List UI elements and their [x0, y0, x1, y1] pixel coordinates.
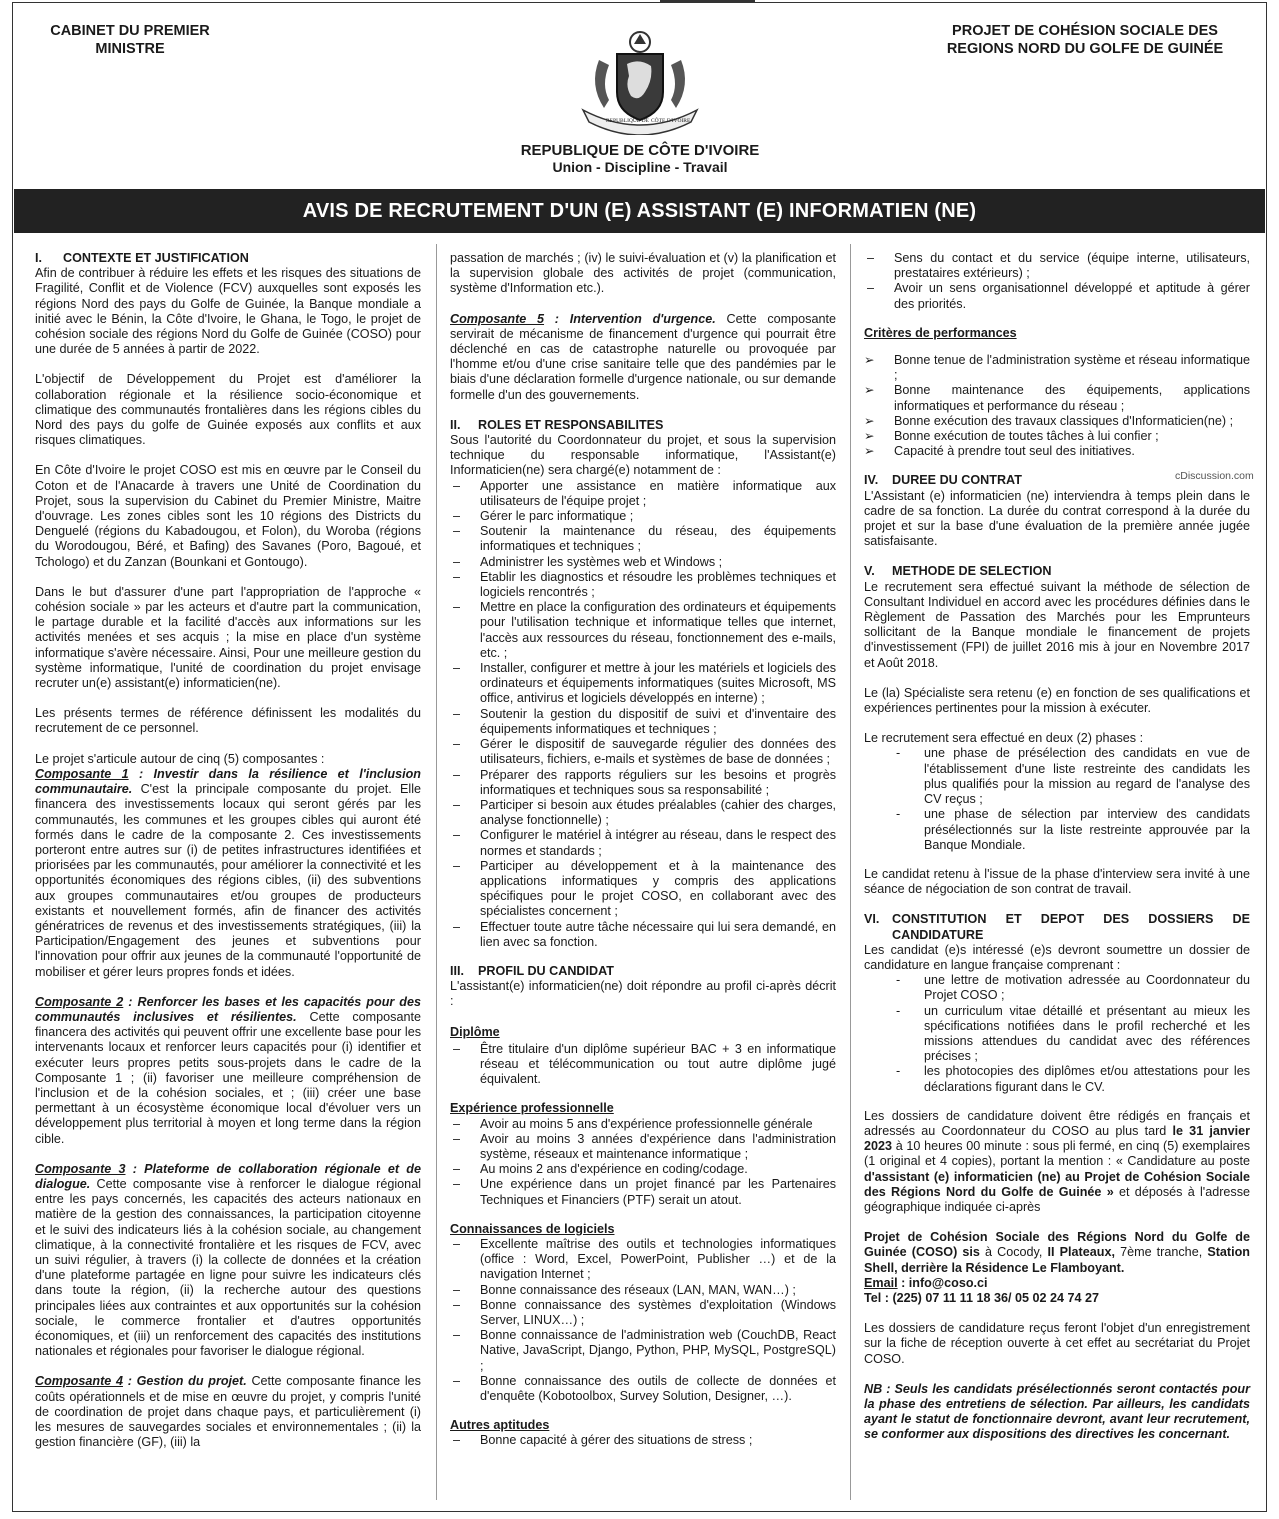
- list-item: – Soutenir la gestion du dispositif de suivi et d'inventaire des équipements informatiques et techniques ;: [450, 707, 836, 737]
- component-3: Composante 3 : Plateforme de collaboration régionale et de dialogue. Cette composante vise à renforcer le dialogue régional entre les pays concernés, les capacités des acteurs nationaux en matière de la gestion des connaissances, la participation citoyenne et le suivi des indicateurs liés à la cohésion sociale, au changement climatique, à la connectivité frontalière et les risques de FCV, avec un suivi régulier, à travers (i) la collecte de données et la création d'une plateforme partagée en ligne pour suivre les indicateurs clés dans toute la région, (ii) la recherche autour des questions principales liées aux contraintes et aux opportunités sur la cohésion sociale, le commerce frontalier et d'autres opportunités économiques, et (iii) un renforcement des capacités des institutions nationales et régionales pour favoriser le dialogue régional.: [35, 1161, 421, 1359]
- paragraph: Sous l'autorité du Coordonnateur du projet, et sous la supervision technique du responsable informatique, l'Assistant(e) Informaticien(ne) sera chargé(e) notamment de :: [450, 433, 836, 478]
- column-2: [450, 251, 836, 1463]
- aptitudes-list: [450, 1433, 836, 1448]
- paragraph: Le recrutement sera effectué suivant la méthode de sélection de Consultant Individuel en accord avec les procédures définies dans le Règlement de Passation des Marchés pour les Emprunteurs sollicitant de la Banque mondiale le financement de projets d'investissement (FPI) de juillet 2016 mis à jour en Novembre 2017 et Août 2018.: [864, 579, 1250, 670]
- list-item: – Administrer les systèmes web et Windows ;: [450, 555, 836, 570]
- diploma-list: [450, 1042, 836, 1088]
- list-item: - un curriculum vitae détaillé et présentant au mieux les spécifications notifiées dans le profil recherché et les missions attendues du candidat avec des références précises ;: [864, 1004, 1250, 1065]
- subheading-diplome: Diplôme: [450, 1024, 500, 1039]
- experience-list: [450, 1117, 836, 1208]
- deposit-paragraph: Les dossiers de candidature doivent être rédigés en français et adressés au Coordonnateur du COSO au plus tard le 31 janvier 2023 à 10 heures 00 minute : sous pli fermé, en cinq (5) exemplaires (1 original et 4 copies), portant la mention : « Candidature au poste d'assistant (e) informaticien (ne) au Projet de Cohésion Sociale des Régions Nord du Golfe de Guinée » et déposés à l'adresse géographique indiquée ci-après: [864, 1108, 1251, 1214]
- column-3: [864, 251, 1250, 1458]
- republic-name: REPUBLIQUE DE CÔTE D'IVOIRE: [520, 142, 760, 159]
- paragraph: En Côte d'Ivoire le projet COSO est mis en œuvre par le Conseil du Coton et de l'Anacarde à travers une Unité de Coordination du Projet, sous la supervision du Cabinet du Premier Ministre, Maitre d'ouvrage. Les zones cibles sont les 10 régions des Districts du Denguelé (régions du Kabadougou, et Folon), du Woroba (régions du Worodougou, Béré, et Bafing) des Savanes (Poro, Bagoué, et Tchologo) et du Zanzan (Bounkani et Gontougo).: [35, 463, 421, 569]
- column-divider: [850, 244, 851, 1500]
- paragraph: L'assistant(e) informaticien(ne) doit répondre au profil ci-après décrit :: [450, 979, 836, 1009]
- paragraph: Le projet s'articule autour de cinq (5) composantes :: [35, 751, 325, 766]
- subheading-software: Connaissances de logiciels: [450, 1221, 615, 1236]
- list-item: ➢ Bonne maintenance des équipements, applications informatiques et performance du réseau ;: [864, 383, 1250, 413]
- list-item: – Soutenir la maintenance du réseau, des équipements informatiques et techniques ;: [450, 524, 836, 554]
- list-item: – Mettre en place la configuration des ordinateurs et équipements pour l'utilisation technique et informatique telles que internet, l'accès aux ressources du réseau, fonctionnement des e-mails, etc. ;: [450, 600, 836, 661]
- list-item: – Effectuer toute autre tâche nécessaire qui lui sera demandé, en lien avec sa fonction.: [450, 920, 836, 950]
- watermark: cDiscussion.com: [1175, 470, 1254, 482]
- list-item: – Avoir au moins 5 ans d'expérience professionnelle générale: [450, 1117, 836, 1132]
- list-item: - une phase de présélection des candidats en vue de l'établissement d'une liste restreinte des candidats les plus qualifiés pour la mission au regard de l'analyse des CV reçus ;: [864, 746, 1250, 807]
- address-block: Projet de Cohésion Sociale des Régions Nord du Golfe de Guinée (COSO) sis à Cocody, II Plateaux, 7ème tranche, Station Shell, derrière la Résidence Le Flamboyant.: [864, 1230, 1250, 1275]
- list-item: ➢ Capacité à prendre tout seul des initiatives.: [864, 444, 1250, 459]
- list-item: – Avoir au moins 3 années d'expérience dans l'administration système, réseaux et maintenance informatique ;: [450, 1132, 836, 1162]
- list-item: – Etablir les diagnostics et résoudre les problèmes techniques et logiciels rencontrés ;: [450, 570, 836, 600]
- list-item: – Préparer des rapports réguliers sur les besoins et progrès informatiques et techniques sous sa responsabilité ;: [450, 768, 836, 798]
- list-item: – Bonne connaissance des réseaux (LAN, MAN, WAN…) ;: [450, 1283, 836, 1298]
- emblem-text-left: REPUBLIQUE DE: [606, 118, 649, 124]
- list-item: – Gérer le parc informatique ;: [450, 509, 836, 524]
- header-right: PROJET DE COHÉSION SOCIALE DES REGIONS NORD DU GOLFE DE GUINÉE: [946, 23, 1224, 57]
- section-heading: I. CONTEXTE ET JUSTIFICATION: [35, 251, 249, 265]
- list-item: – Avoir un sens organisationnel développé et aptitude à gérer des priorités.: [864, 281, 1250, 311]
- paragraph: Le recrutement sera effectué en deux (2) phases :: [864, 731, 1144, 746]
- list-item: - une lettre de motivation adressée au Coordonnateur du Projet COSO ;: [864, 973, 1250, 1003]
- documents-list: [864, 973, 1250, 1095]
- paragraph: Le (la) Spécialiste sera retenu (e) en fonction de ses qualifications et expériences pertinentes pour la mission à exécuter.: [864, 685, 1250, 716]
- section-heading: IV. DUREE DU CONTRAT: [864, 473, 1022, 488]
- column-divider: [436, 244, 437, 1500]
- section-heading: V. METHODE DE SELECTION: [864, 564, 1052, 579]
- list-item: – Excellente maîtrise des outils et technologies informatiques (office : Word, Excel, PowerPoint, Publisher …) et de la navigation Internet ;: [450, 1237, 836, 1283]
- performance-list: [864, 353, 1250, 459]
- list-item: – Être titulaire d'un diplôme supérieur BAC + 3 en informatique réseau et télécommunication ou tout autre diplôme jugé équivalent.: [450, 1042, 836, 1088]
- list-item: ➢ Bonne exécution de toutes tâches à lui confier ;: [864, 429, 1250, 444]
- email-line[interactable]: Email : info@coso.ci: [864, 1275, 988, 1290]
- section-heading: II. ROLES ET RESPONSABILITES: [450, 417, 664, 432]
- component-2: Composante 2 : Renforcer les bases et les capacités pour des communautés inclusives et résilientes. Cette composante financera des activités qui peuvent offrir une excellente base pour les intervenants locaux et renforcer leurs capacités pour (i) identifier et exécuter leurs propres petits sous-projets dans le cadre de la Composante 1 ; (ii) favoriser une meilleure compréhension de l'inclusion et de la cohésion sociales, et ; (iii) créer une base permettant à un écosystème économique local d'évoluer vers un développement plus territorial à moyen et long terme dans la région cible.: [35, 994, 421, 1146]
- list-item: ➢ Bonne exécution des travaux classiques d'Informaticien(ne) ;: [864, 414, 1250, 429]
- emblem-text-right: CÔTE D'IVOIRE: [651, 118, 691, 124]
- paragraph: Le candidat retenu à l'issue de la phase d'interview sera invité à une séance de négociation de son contrat de travail.: [864, 866, 1250, 897]
- roles-list: [450, 479, 836, 950]
- paragraph: L'Assistant (e) informaticien (ne) interviendra à temps plein dans le cadre de sa fonction. La durée du contrat correspond à la durée du projet et sur la base d'une évaluation de la première année jugée satisfaisante.: [864, 488, 1250, 549]
- aptitudes-list-cont: [864, 251, 1250, 312]
- nb-note: NB : Seuls les candidats présélectionnés seront contactés pour la phase des entretiens de sélection. Par ailleurs, les candidats ayant le statut de fonctionnaire devront, avant leur recrutement, se conformer aux dispositions des directives les concernant.: [864, 1381, 1250, 1442]
- list-item: – Gérer le dispositif de sauvegarde régulier des données des utilisateurs, fichiers, e-mails et systèmes de base de données ;: [450, 737, 836, 767]
- list-item: – Configurer le matériel à intégrer au réseau, dans le respect des normes et standards ;: [450, 828, 836, 858]
- paragraph: L'objectif de Développement du Projet est d'améliorer la collaboration régionale et la résilience socio-économique et climatique des communautés frontalières dans les régions cibles du Nord des pays du golfe de Guinée exposés aux conflits et aux risques climatiques.: [35, 372, 421, 448]
- coat-of-arms-emblem: [579, 30, 701, 135]
- list-item: – Bonne connaissance de l'administration web (CouchDB, React Native, JavaScript, Django, Python, PHP, MySQL, PostgreSQL) ;: [450, 1328, 836, 1374]
- phone-line: Tel : (225) 07 11 11 18 36/ 05 02 24 74 27: [864, 1290, 1100, 1305]
- component-1: Composante 1 : Investir dans la résilience et l'inclusion communautaire. C'est la principale composante du projet. Elle financera des investissements locaux qui seront gérés par les communautés, les communes et les groupes cibles qui auront été formés dans le cadre de la composante 2. Ces investissements porteront entre autres sur (i) de petites infrastructures identifiées et priorisées par les communautés, pour améliorer la connectivité et les opportunités économiques des régions cibles, (ii) des subventions aux groupes communautaires et/ou groupes de producteurs existants et nouvellement formés, afin de financer des activités génératrices de revenus et des investissements stratégiques, (iii) la Participation/Engagement des jeunes et subventions pour l'innovation pour offrir aux jeunes de la communauté l'opportunité de mobiliser et gérer leurs propres fonds et idées.: [35, 766, 421, 979]
- notice-title: AVIS DE RECRUTEMENT D'UN (E) ASSISTANT (E) INFORMATIEN (NE): [14, 189, 1265, 233]
- software-list: [450, 1237, 836, 1404]
- list-item: – Participer si besoin aux études préalables (cahier des charges, analyse fonctionnelle) ;: [450, 798, 836, 828]
- subheading-performance: Critères de performances: [864, 325, 1017, 340]
- paragraph: Les candidat (e)s intéressé (e)s devront soumettre un dossier de candidature en langue française comprenant :: [864, 942, 1250, 972]
- list-item: – Bonne connaissance des outils de collecte de données et d'enquête (Kobotoolbox, Survey Solution, Designer, …).: [450, 1374, 836, 1404]
- section-heading: VI. CONSTITUTION ET DEPOT DES DOSSIERS DE CANDIDATURE: [864, 912, 1250, 942]
- list-item: – Sens du contact et du service (équipe interne, utilisateurs, prestataires extérieurs) ;: [864, 251, 1250, 281]
- phases-list: [864, 746, 1250, 852]
- list-item: – Bonne capacité à gérer des situations de stress ;: [450, 1433, 836, 1448]
- paragraph: passation de marchés ; (iv) le suivi-évaluation et (v) la planification et la supervision globale des activités de projet (communication, système d'Information etc.).: [450, 251, 836, 296]
- list-item: ➢ Bonne tenue de l'administration système et réseau informatique ;: [864, 353, 1250, 383]
- list-item: – Au moins 2 ans d'expérience en coding/codage.: [450, 1162, 836, 1177]
- list-item: – Une expérience dans un projet financé par les Partenaires Techniques et Financiers (PTF) serait un atout.: [450, 1177, 836, 1207]
- list-item: – Apporter une assistance en matière informatique aux utilisateurs de l'équipe projet ;: [450, 479, 836, 509]
- list-item: – Bonne connaissance des systèmes d'exploitation (Windows Server, LINUX…) ;: [450, 1298, 836, 1328]
- list-item: – Installer, configurer et mettre à jour les matériels et logiciels des ordinateurs et équipements informatiques (suites Microsoft, MS office, antivirus et logiciels développés en interne) ;: [450, 661, 836, 707]
- component-5: Composante 5 : Intervention d'urgence. Cette composante servirait de mécanisme de financement d'urgence qui pourrait être déclenché en cas de catastrophe naturelle ou provoquée par l'homme et/ou d'une crise sanitaire telle que des pandémies par le biais d'une déclaration formelle d'urgence nationale, ou sur demande formelle d'un des gouvernements.: [450, 311, 836, 402]
- republic-motto: Union - Discipline - Travail: [552, 159, 728, 175]
- list-item: - les photocopies des diplômes et/ou attestations pour les déclarations figurant dans le CV.: [864, 1064, 1250, 1094]
- republic-heading: [440, 142, 840, 176]
- list-item: - une phase de sélection par interview des candidats présélectionnés sur la liste restreinte approuvée par la Banque Mondiale.: [864, 807, 1250, 853]
- header-left: CABINET DU PREMIER MINISTRE: [50, 23, 210, 57]
- list-item: – Participer au développement et à la maintenance des applications informatiques y compris des applications spécifiques pour le projet COSO, en collaborant avec des spécialistes concernent ;: [450, 859, 836, 920]
- column-1: [35, 251, 421, 1465]
- paragraph: Les dossiers de candidature reçus feront l'objet d'un enregistrement sur la fiche de réception ouverte à cet effet au secrétariat du Projet COSO.: [864, 1321, 1250, 1366]
- subheading-experience: Expérience professionnelle: [450, 1101, 614, 1116]
- paragraph: Dans le but d'assurer d'une part l'appropriation de l'approche « cohésion sociale » par les acteurs et d'autre part la communication, le partage durable et la facilité d'accès aux informations sur les activités menées et ses acquis ; la mise en place d'un système informatique s'avère nécessaire. Ainsi, Pour une meilleure gestion du système informatique, l'unité de coordination du projet envisage recruter un(e) assistant(e) informaticien(ne).: [35, 584, 421, 691]
- component-4: Composante 4 : Gestion du projet. Cette composante finance les coûts opérationnels et de mise en œuvre du projet, y compris l'unité de coordination de projet dans chaque pays, et particulièrement (i) les mesures de sauvegardes sociales et environnementales ; (ii) la gestion financière (GF), (iii) la: [35, 1374, 421, 1450]
- paragraph: Afin de contribuer à réduire les effets et les risques des situations de Fragilité, Conflit et de Violence (FCV) auxquelles sont exposés les régions Nord des pays du Golfe de Guinée, la Banque mondiale a initié avec le Bénin, la Côte d'Ivoire, le Ghana, le Togo, le projet de cohésion sociale des régions Nord du Golfe de Guinée (COSO) pour une durée de 5 années à partir de 2022.: [35, 266, 421, 357]
- subheading-aptitudes: Autres aptitudes: [450, 1418, 550, 1433]
- paragraph: Les présents termes de référence définissent les modalités du recrutement de ce personnel.: [35, 706, 421, 736]
- section-heading: III. PROFIL DU CANDIDAT: [450, 963, 614, 978]
